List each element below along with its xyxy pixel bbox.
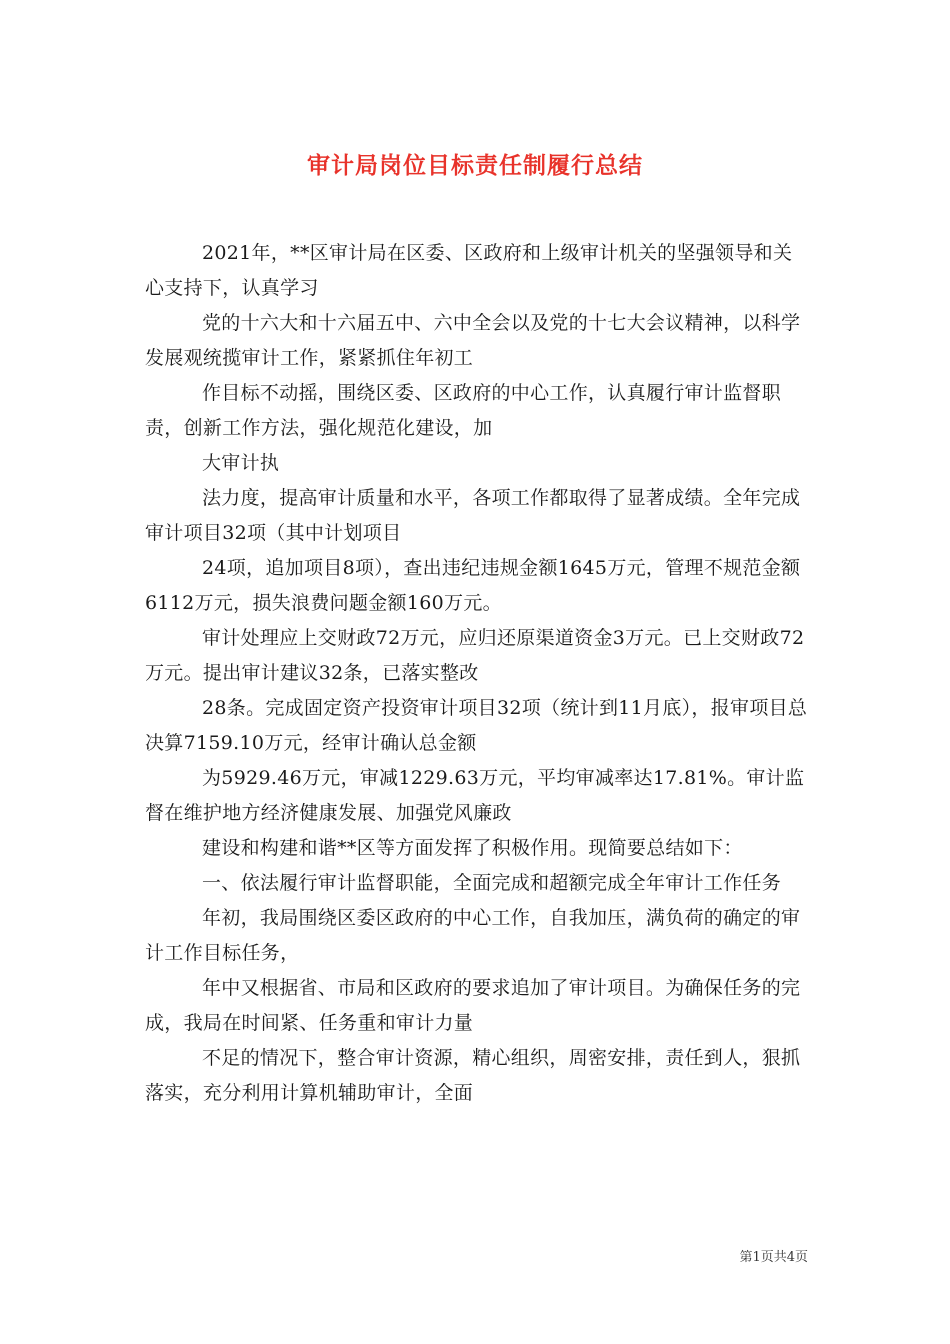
paragraph: 审计处理应上交财政72万元，应归还原渠道资金3万元。已上交财政72万元。提出审计建议32条，已落实整改	[145, 627, 805, 684]
paragraph: 28条。完成固定资产投资审计项目32项（统计到11月底），报审项目总决算7159.10万元，经审计确认总金额	[145, 697, 808, 754]
page-number-footer: 第1页共4页	[739, 1250, 808, 1265]
paragraph: 大审计执	[202, 452, 280, 474]
paragraph: 为5929.46万元，审减1229.63万元，平均审减率达17.81%。审计监督在维护地方经济健康发展、加强党风廉政	[145, 767, 805, 824]
paragraph: 作目标不动摇，围绕区委、区政府的中心工作，认真履行审计监督职责，创新工作方法，强化规范化建设，加	[145, 382, 782, 439]
paragraph: 不足的情况下，整合审计资源，精心组织，周密安排，责任到人，狠抓落实，充分利用计算机辅助审计，全面	[145, 1047, 801, 1104]
document-title: 审计局岗位目标责任制履行总结	[307, 152, 643, 180]
paragraph: 党的十六大和十六届五中、六中全会以及党的十七大会议精神，以科学发展观统揽审计工作，紧紧抓住年初工	[145, 312, 801, 369]
paragraph: 24项，追加项目8项），查出违纪违规金额1645万元，管理不规范金额6112万元，损失浪费问题金额160万元。	[145, 557, 801, 614]
paragraph: 年中又根据省、市局和区政府的要求追加了审计项目。为确保任务的完成，我局在时间紧、任务重和审计力量	[145, 977, 801, 1034]
paragraph: 建设和构建和谐**区等方面发挥了积极作用。现简要总结如下：	[202, 837, 743, 859]
section-heading: 一、依法履行审计监督职能，全面完成和超额完成全年审计工作任务	[202, 872, 782, 894]
paragraph: 法力度，提高审计质量和水平，各项工作都取得了显著成绩。全年完成审计项目32项（其中计划项目	[145, 487, 801, 544]
paragraph: 年初，我局围绕区委区政府的中心工作，自我加压，满负荷的确定的审计工作目标任务，	[145, 907, 801, 964]
paragraph: 2021年，**区审计局在区委、区政府和上级审计机关的坚强领导和关心支持下，认真学习	[145, 242, 793, 299]
document-body	[145, 236, 810, 1111]
